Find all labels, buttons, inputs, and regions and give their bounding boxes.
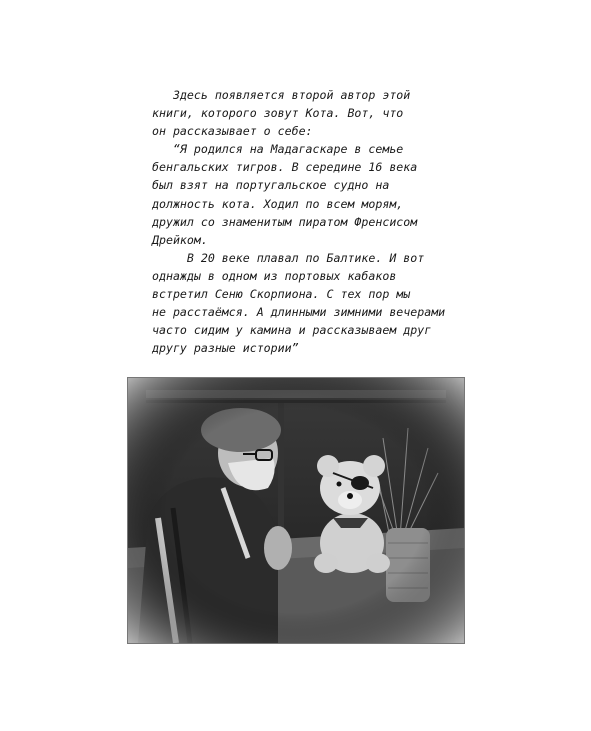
text-line: однажды в одном из портовых кабаков bbox=[152, 268, 397, 283]
text-line: был взят на португальское судно на bbox=[152, 178, 390, 193]
text-line: “Я родился на Мадагаскаре в семье bbox=[152, 142, 404, 157]
text-line: часто сидим у камина и рассказываем друг bbox=[152, 323, 432, 338]
text-line: он рассказывает о себе: bbox=[152, 124, 313, 139]
text-line: дружил со знаменитым пиратом Френсисом bbox=[152, 214, 418, 229]
text-line: В 20 веке плавал по Балтике. И вот bbox=[152, 250, 425, 265]
text-line: должность кота. Ходил по всем морям, bbox=[152, 196, 404, 211]
text-line: встретил Сеню Скорпиона. С тех пор мы bbox=[152, 287, 411, 302]
photo-old-man-with-teddy-bear bbox=[127, 377, 465, 644]
body-text bbox=[152, 86, 472, 357]
text-line: книги, которого зовут Кота. Вот, что bbox=[152, 106, 404, 121]
text-line: Дрейком. bbox=[152, 232, 208, 247]
text-line: не расстаёмся. А длинными зимними вечерами bbox=[152, 305, 446, 320]
text-line: другу разные истории” bbox=[152, 341, 299, 356]
photo-illustration bbox=[128, 378, 464, 643]
text-line: Здесь появляется второй автор этой bbox=[152, 88, 411, 102]
text-line: бенгальских тигров. В середине 16 века bbox=[152, 160, 418, 175]
